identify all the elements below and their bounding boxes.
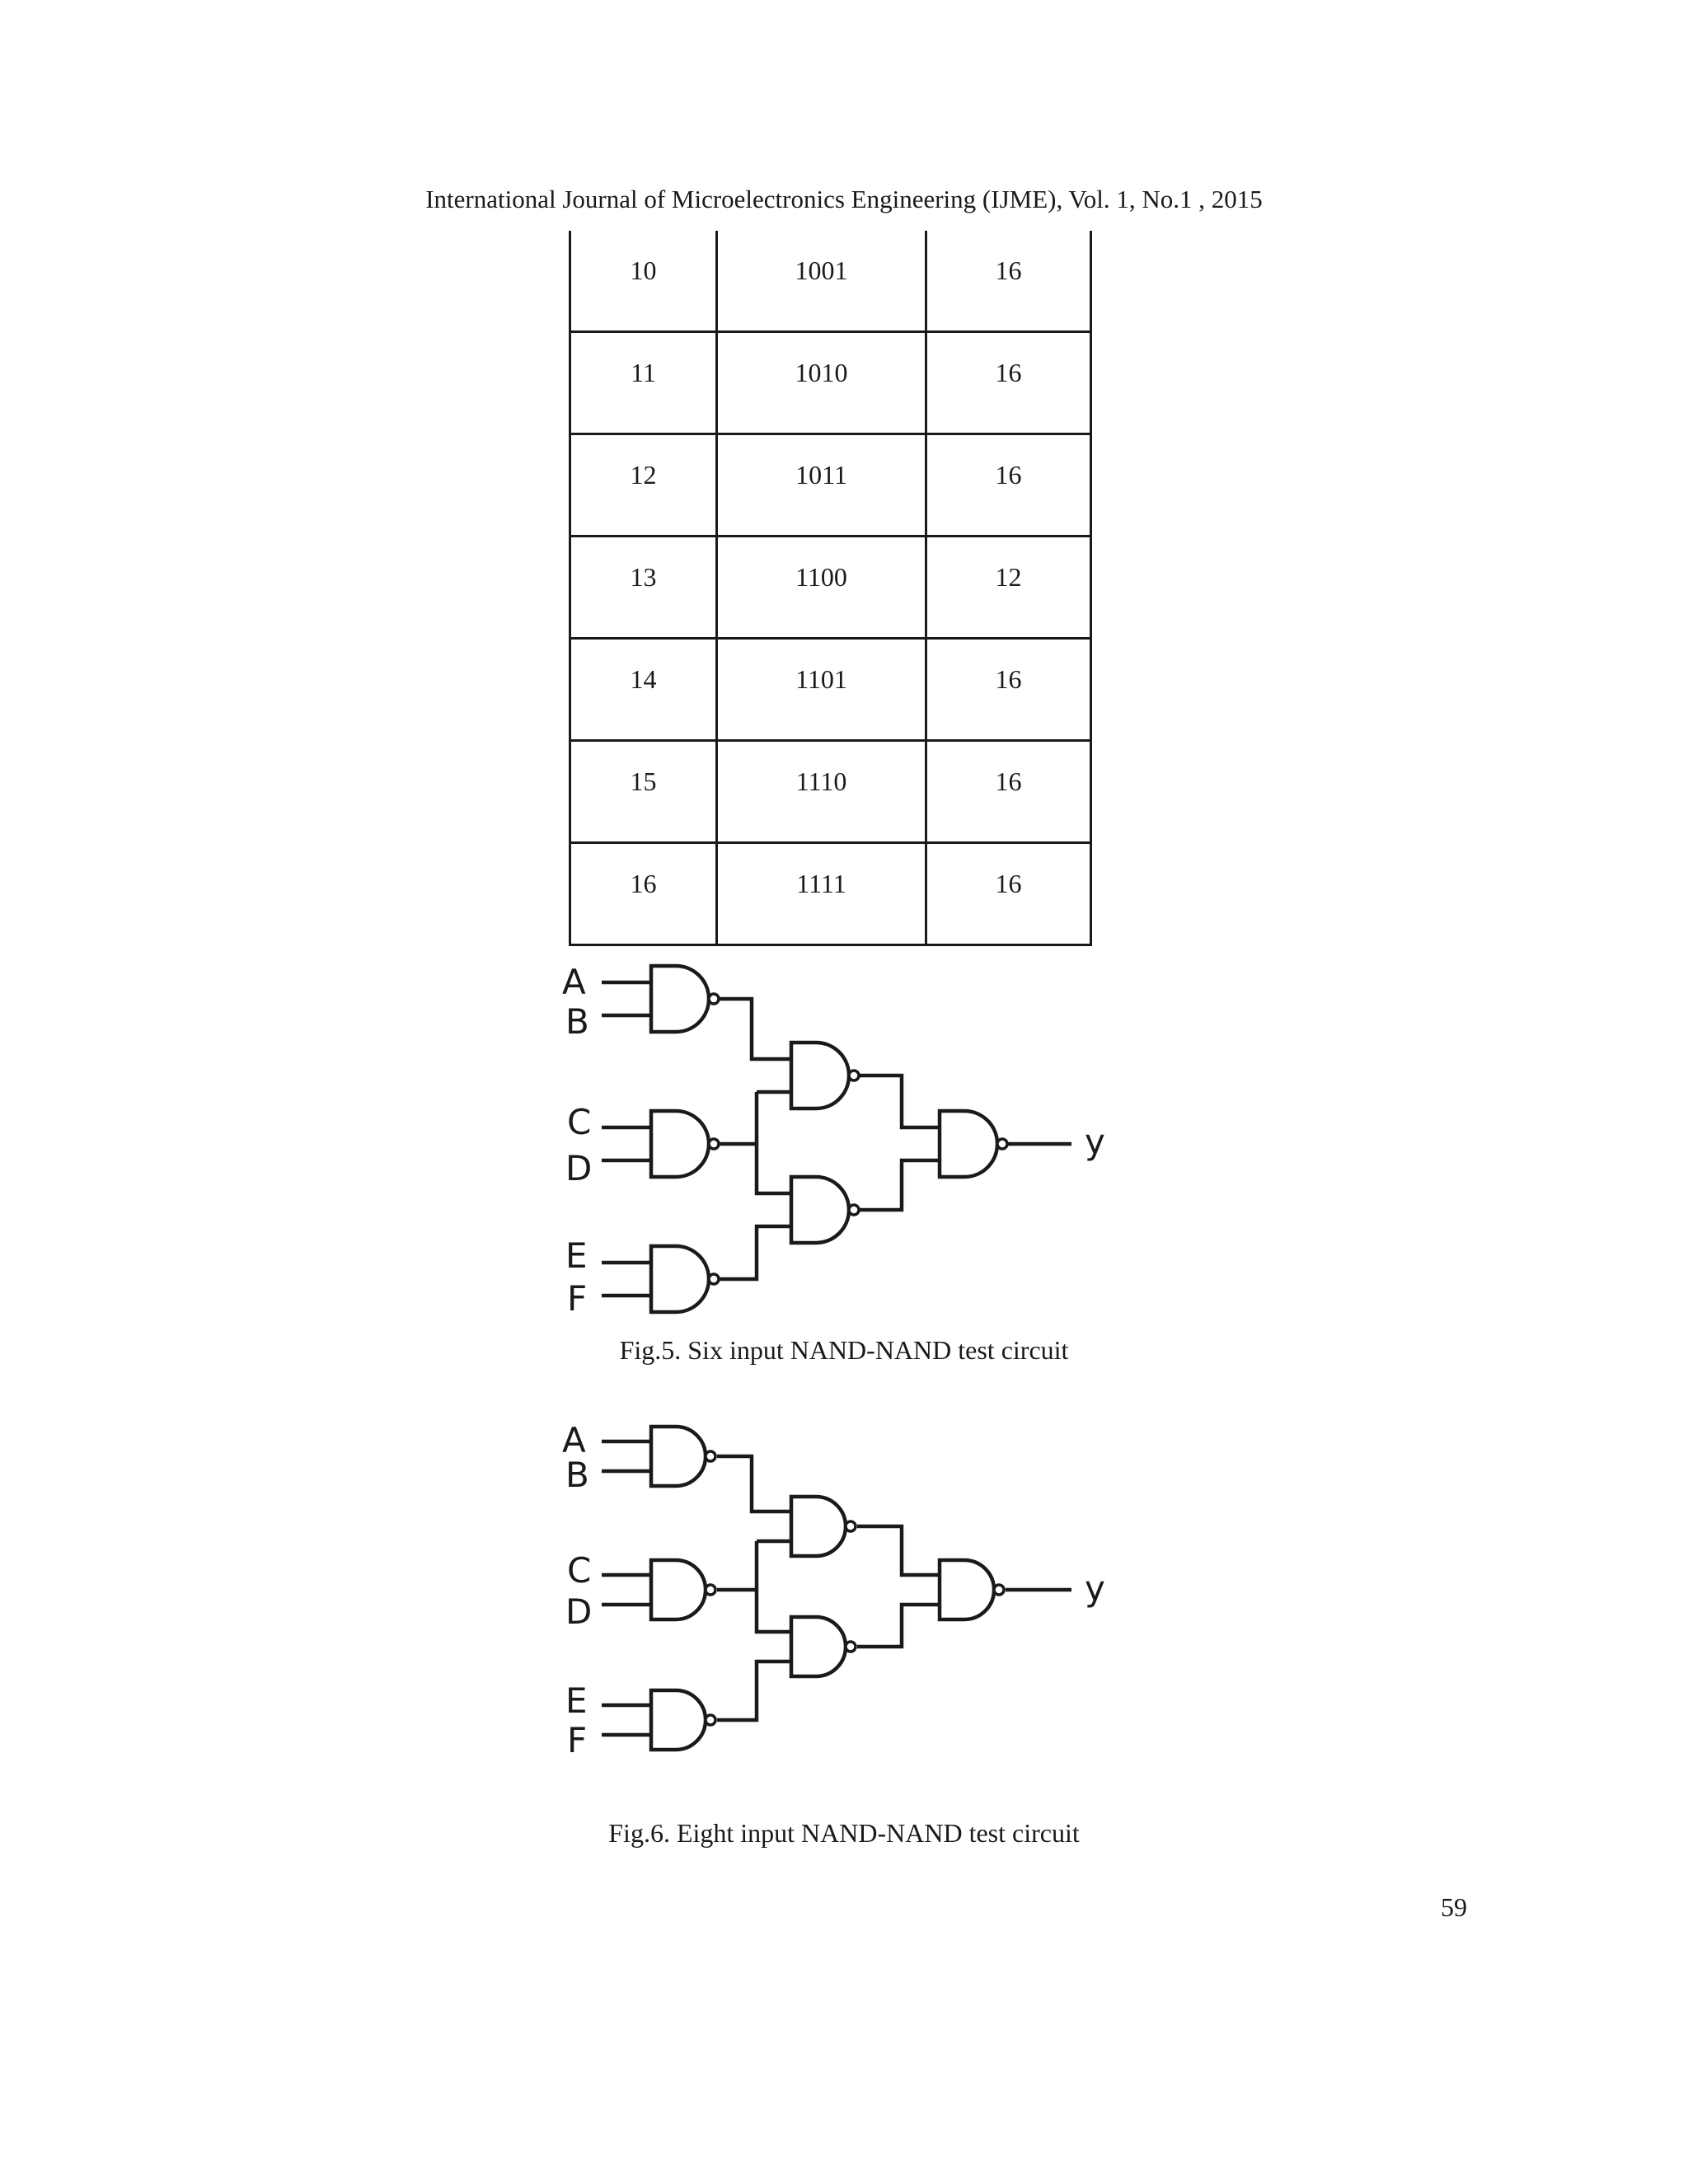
table-cell: 12 (570, 434, 717, 537)
nand-gate-mid-top (791, 1497, 856, 1556)
table-cell: 13 (570, 537, 717, 639)
input-label-d: D (565, 1591, 593, 1632)
input-label-f: F (567, 1278, 588, 1319)
table-cell: 16 (926, 434, 1091, 537)
nand-gate-mid-top (791, 1043, 859, 1108)
nand-circuit-fig6 (0, 1403, 1688, 1782)
table-cell: 1110 (717, 741, 926, 843)
input-label-e: E (565, 1680, 588, 1721)
table-cell: 1011 (717, 434, 926, 537)
table-cell: 15 (570, 741, 717, 843)
table-row (570, 434, 1091, 537)
nand-gate-ab (651, 1427, 715, 1486)
table-row (570, 537, 1091, 639)
table-row (570, 741, 1091, 843)
table-cell: 16 (926, 741, 1091, 843)
page-number: 59 (1441, 1892, 1467, 1922)
results-table (569, 231, 1092, 946)
figure-6-caption: Fig.6. Eight input NAND-NAND test circuit (608, 1818, 1080, 1848)
table-row (570, 231, 1091, 332)
table-row (570, 332, 1091, 434)
input-label-c: C (567, 1550, 592, 1591)
table-cell: 16 (926, 332, 1091, 434)
input-label-f: F (567, 1720, 588, 1760)
input-label-a: A (562, 1420, 586, 1460)
table-cell: 16 (570, 843, 717, 945)
nand-gate-output (940, 1560, 1004, 1619)
table-row (570, 843, 1091, 945)
input-label-c: C (567, 1102, 592, 1142)
table-cell: 16 (926, 231, 1091, 332)
nand-gate-ef (651, 1690, 715, 1750)
table-cell: 1101 (717, 639, 926, 741)
table-row (570, 639, 1091, 741)
table-cell: 1010 (717, 332, 926, 434)
nand-gate-ab (651, 966, 719, 1032)
table-cell: 16 (926, 843, 1091, 945)
output-label-y: y (1085, 1568, 1105, 1609)
nand-gate-output (940, 1111, 1007, 1177)
nand-gate-ef (651, 1246, 719, 1312)
table-cell: 10 (570, 231, 717, 332)
input-label-e: E (565, 1235, 588, 1276)
output-label-y: y (1085, 1122, 1105, 1162)
nand-gate-mid-bottom (791, 1617, 856, 1676)
table-cell: 14 (570, 639, 717, 741)
table-cell: 11 (570, 332, 717, 434)
input-label-d: D (565, 1148, 593, 1188)
table-cell: 16 (926, 639, 1091, 741)
nand-gate-mid-bottom (791, 1177, 859, 1243)
figure-5-caption: Fig.5. Six input NAND-NAND test circuit (619, 1335, 1069, 1365)
table-cell: 1001 (717, 231, 926, 332)
nand-circuit-fig5 (0, 948, 1688, 1327)
nand-gate-cd (651, 1560, 715, 1619)
table-cell: 12 (926, 537, 1091, 639)
running-header: International Journal of Microelectronics Engineering (IJME), Vol. 1, No.1 , 2015 (425, 185, 1263, 213)
input-label-b: B (565, 1455, 589, 1495)
input-label-a: A (562, 962, 586, 1002)
input-label-b: B (565, 1001, 589, 1042)
table-cell: 1111 (717, 843, 926, 945)
table-cell: 1100 (717, 537, 926, 639)
nand-gate-cd (651, 1111, 719, 1177)
